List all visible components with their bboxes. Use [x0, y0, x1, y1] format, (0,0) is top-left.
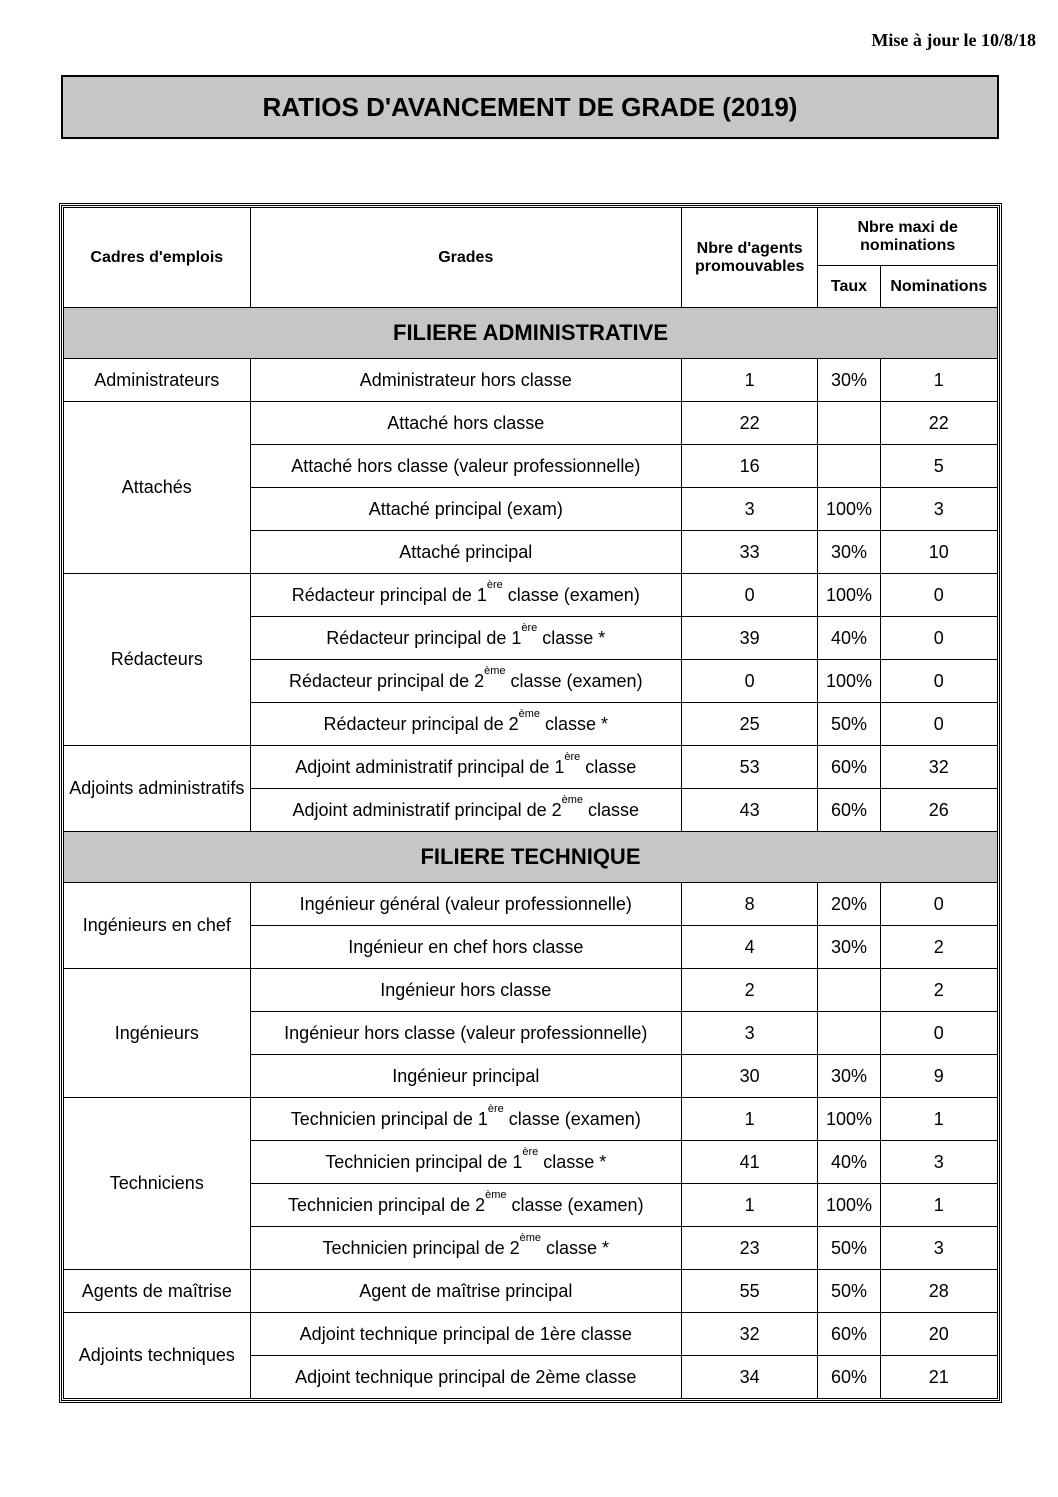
ratios-table [63, 207, 998, 1399]
grade-cell [250, 926, 681, 969]
grade-text-suffix: classe [583, 799, 640, 820]
grade-cell [250, 488, 681, 531]
agents-cell: 8 [681, 883, 817, 926]
cadre-cell: Attachés [64, 402, 251, 574]
title-banner [61, 75, 999, 139]
nominations-cell: 0 [880, 660, 997, 703]
grade-text: Attaché hors classe (valeur professionnelle) [291, 455, 641, 476]
cadre-cell: Ingénieurs en chef [64, 883, 251, 969]
nominations-cell: 2 [880, 926, 997, 969]
grade-superscript: ème [484, 664, 506, 677]
grade-cell [250, 1141, 681, 1184]
section-row [64, 832, 998, 883]
grade-cell [250, 789, 681, 832]
grade-text: Adjoint administratif principal de 2 [292, 799, 562, 820]
grade-text: Attaché principal [399, 541, 533, 562]
grade-superscript: ème [561, 793, 584, 806]
grade-text: Ingénieur hors classe [380, 979, 552, 1000]
grade-text-suffix: classe [580, 756, 637, 777]
grade-cell [250, 746, 681, 789]
grade-text: Rédacteur principal de 2 [288, 670, 485, 691]
grade-text: Rédacteur principal de 1 [326, 627, 522, 648]
grade-superscript: ère [564, 750, 581, 763]
agents-cell: 0 [681, 574, 817, 617]
nominations-cell: 0 [880, 883, 997, 926]
grade-text: Attaché hors classe [387, 412, 545, 433]
taux-cell [818, 969, 880, 1012]
section-row [64, 308, 998, 359]
grade-superscript: ère [521, 621, 538, 634]
ratios-table-frame [59, 203, 1002, 1403]
grade-text: Technicien principal de 1 [325, 1151, 523, 1172]
taux-cell: 100% [818, 574, 880, 617]
nominations-cell: 3 [880, 1227, 997, 1270]
grade-cell [250, 574, 681, 617]
page-title: RATIOS D'AVANCEMENT DE GRADE (2019) [262, 91, 798, 122]
grade-text: Adjoint administratif principal de 1 [295, 756, 565, 777]
agents-cell: 32 [681, 1313, 817, 1356]
taux-cell: 20% [818, 883, 880, 926]
grade-cell [250, 660, 681, 703]
taux-cell: 100% [818, 1184, 880, 1227]
cadre-cell: Rédacteurs [64, 574, 251, 746]
nominations-cell: 3 [880, 1141, 997, 1184]
agents-cell: 53 [681, 746, 817, 789]
taux-cell [818, 445, 880, 488]
grade-cell [250, 969, 681, 1012]
agents-cell: 34 [681, 1356, 817, 1399]
grade-text: Ingénieur principal [392, 1065, 540, 1086]
table-row [64, 746, 998, 789]
grade-text-suffix: classe (examen) [502, 584, 640, 605]
table-row [64, 1098, 998, 1141]
agents-cell: 55 [681, 1270, 817, 1313]
taux-cell: 40% [818, 617, 880, 660]
section-title: FILIERE ADMINISTRATIVE [64, 308, 998, 359]
nominations-cell: 9 [880, 1055, 997, 1098]
cadre-cell: Agents de maîtrise [64, 1270, 251, 1313]
grade-cell [250, 1313, 681, 1356]
nominations-cell: 1 [880, 1098, 997, 1141]
grade-text: Technicien principal de 1 [290, 1108, 488, 1129]
header-cadres: Cadres d'emplois [64, 208, 251, 308]
table-row [64, 402, 998, 445]
grade-cell [250, 1184, 681, 1227]
nominations-cell: 1 [880, 359, 997, 402]
grade-cell [250, 1227, 681, 1270]
nominations-cell: 26 [880, 789, 997, 832]
grade-cell [250, 359, 681, 402]
grade-superscript: ème [518, 707, 541, 720]
taux-cell: 50% [818, 1227, 880, 1270]
cadre-cell: Adjoints techniques [64, 1313, 251, 1399]
grade-text: Rédacteur principal de 1 [291, 584, 487, 605]
taux-cell: 60% [818, 746, 880, 789]
agents-cell: 25 [681, 703, 817, 746]
nominations-cell: 0 [880, 703, 997, 746]
grade-text-suffix: classe * [537, 627, 606, 648]
table-body [64, 308, 998, 1399]
taux-cell: 50% [818, 1270, 880, 1313]
taux-cell: 100% [818, 488, 880, 531]
grade-superscript: ère [522, 1145, 539, 1158]
agents-cell: 33 [681, 531, 817, 574]
grade-superscript: ère [487, 1102, 504, 1115]
grade-text-suffix: classe * [541, 1237, 610, 1258]
grade-text: Technicien principal de 2 [287, 1194, 486, 1215]
grade-text: Adjoint technique principal de 2ème classe [295, 1366, 637, 1387]
cadre-cell: Administrateurs [64, 359, 251, 402]
agents-cell: 1 [681, 359, 817, 402]
grade-cell [250, 1012, 681, 1055]
grade-text: Attaché principal (exam) [368, 498, 563, 519]
taux-cell: 30% [818, 359, 880, 402]
nominations-cell: 0 [880, 617, 997, 660]
grade-text: Administrateur hors classe [359, 369, 572, 390]
nominations-cell: 21 [880, 1356, 997, 1399]
agents-cell: 30 [681, 1055, 817, 1098]
grade-cell [250, 883, 681, 926]
agents-cell: 3 [681, 488, 817, 531]
table-row [64, 969, 998, 1012]
nominations-cell: 0 [880, 574, 997, 617]
taux-cell: 60% [818, 1313, 880, 1356]
header-nominations: Nominations [880, 266, 997, 308]
table-row [64, 883, 998, 926]
grade-cell [250, 531, 681, 574]
agents-cell: 41 [681, 1141, 817, 1184]
taux-cell: 60% [818, 1356, 880, 1399]
grade-superscript: ème [519, 1231, 542, 1244]
nominations-cell: 28 [880, 1270, 997, 1313]
nominations-cell: 20 [880, 1313, 997, 1356]
header-nbre-maxi: Nbre maxi de nominations [818, 208, 998, 266]
agents-cell: 0 [681, 660, 817, 703]
agents-cell: 2 [681, 969, 817, 1012]
grade-text: Rédacteur principal de 2 [323, 713, 519, 734]
grade-text: Ingénieur en chef hors classe [348, 936, 584, 957]
grade-text-suffix: classe (examen) [503, 1108, 641, 1129]
grade-cell [250, 703, 681, 746]
grade-cell [250, 1356, 681, 1399]
table-row [64, 1313, 998, 1356]
cadre-cell: Ingénieurs [64, 969, 251, 1098]
agents-cell: 43 [681, 789, 817, 832]
grade-text-suffix: classe (examen) [506, 1194, 644, 1215]
nominations-cell: 1 [880, 1184, 997, 1227]
table-row [64, 359, 998, 402]
nominations-cell: 3 [880, 488, 997, 531]
grade-text: Agent de maîtrise principal [359, 1280, 573, 1301]
cadre-cell: Adjoints administratifs [64, 746, 251, 832]
taux-cell [818, 402, 880, 445]
header-taux: Taux [818, 266, 880, 308]
taux-cell: 60% [818, 789, 880, 832]
header-agents: Nbre d'agents promouvables [681, 208, 817, 308]
nominations-cell: 32 [880, 746, 997, 789]
section-title: FILIERE TECHNIQUE [64, 832, 998, 883]
cadre-cell: Techniciens [64, 1098, 251, 1270]
taux-cell: 30% [818, 1055, 880, 1098]
grade-text-suffix: classe * [538, 1151, 607, 1172]
taux-cell: 50% [818, 703, 880, 746]
grade-cell [250, 1270, 681, 1313]
grade-text: Adjoint technique principal de 1ère classe [299, 1323, 632, 1344]
agents-cell: 3 [681, 1012, 817, 1055]
taux-cell: 100% [818, 1098, 880, 1141]
grade-cell [250, 402, 681, 445]
agents-cell: 39 [681, 617, 817, 660]
taux-cell: 30% [818, 531, 880, 574]
nominations-cell: 22 [880, 402, 997, 445]
agents-cell: 4 [681, 926, 817, 969]
grade-superscript: ère [486, 578, 503, 591]
grade-cell [250, 1098, 681, 1141]
agents-cell: 16 [681, 445, 817, 488]
grade-text: Ingénieur hors classe (valeur professionnelle) [284, 1022, 648, 1043]
nominations-cell: 0 [880, 1012, 997, 1055]
table-row [64, 574, 998, 617]
nominations-cell: 5 [880, 445, 997, 488]
agents-cell: 23 [681, 1227, 817, 1270]
nominations-cell: 10 [880, 531, 997, 574]
grade-text-suffix: classe * [540, 713, 609, 734]
taux-cell: 100% [818, 660, 880, 703]
grade-text: Technicien principal de 2 [322, 1237, 520, 1258]
grade-superscript: ème [485, 1188, 507, 1201]
grade-text: Ingénieur général (valeur professionnelle) [299, 893, 632, 914]
header-grades: Grades [250, 208, 681, 308]
nominations-cell: 2 [880, 969, 997, 1012]
taux-cell: 30% [818, 926, 880, 969]
grade-text-suffix: classe (examen) [505, 670, 643, 691]
taux-cell: 40% [818, 1141, 880, 1184]
agents-cell: 22 [681, 402, 817, 445]
update-date: Mise à jour le 10/8/18 [871, 30, 1036, 50]
grade-cell [250, 617, 681, 660]
grade-cell [250, 1055, 681, 1098]
agents-cell: 1 [681, 1098, 817, 1141]
grade-cell [250, 445, 681, 488]
taux-cell [818, 1012, 880, 1055]
table-row [64, 1270, 998, 1313]
agents-cell: 1 [681, 1184, 817, 1227]
